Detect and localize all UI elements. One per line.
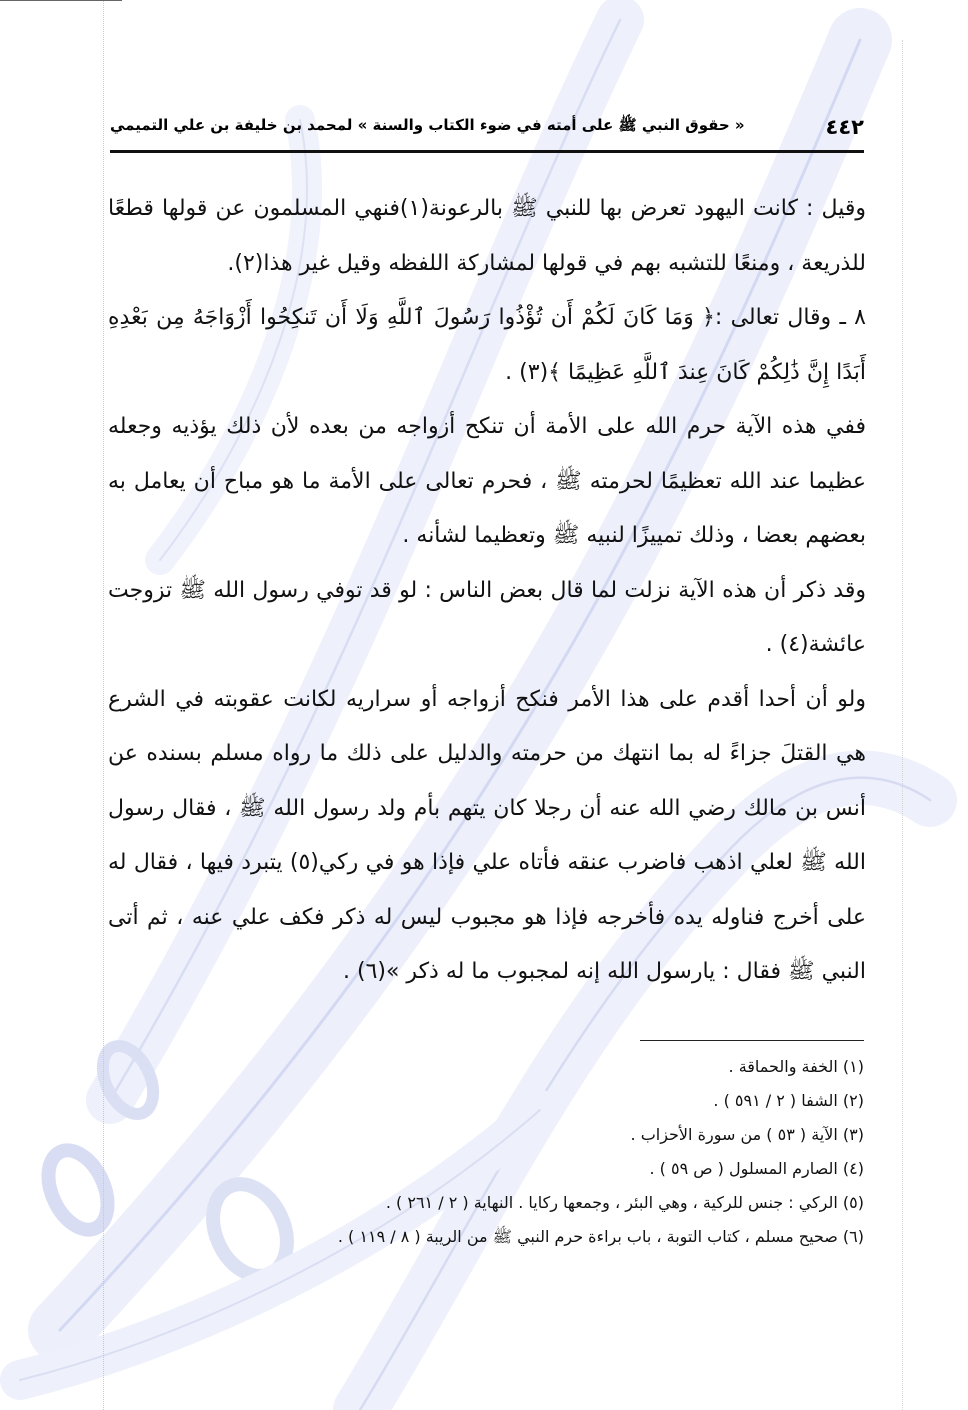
right-margin-guide xyxy=(902,40,903,1410)
paragraph: ٨ ـ وقال تعالى :﴿ وَمَا كَانَ لَكُمْ أَن تُؤْذُوا رَسُولَ ٱللَّهِ وَلَا أَن تَنكِحُوا أَزْوَاجَهُ مِن بَعْدِهِ أَبَدًا إِنَّ ذَٰلِكُمْ كَانَ عِندَ ٱللَّهِ عَظِيمًا ﴾(٣) . xyxy=(108,305,866,385)
footnote-6: (٦) صحيح مسلم ، كتاب التوبة ، باب براءة حرم النبي ﷺ من الريبة ( ٨ / ١١٩ ) . xyxy=(337,1227,864,1246)
footnote-2: (٢) الشفا ( ٢ / ٥٩١ ) . xyxy=(713,1091,864,1110)
footnote-1: (١) الخفة والحماقة . xyxy=(728,1057,864,1076)
header-rule xyxy=(110,150,864,153)
running-header xyxy=(110,112,864,142)
top-crop-rule xyxy=(0,0,122,1)
running-title: « حقوق النبي ﷺ على أمته في ضوء الكتاب والسنة » لمحمد بن خليفة بن علي التميمي xyxy=(110,116,745,134)
paragraph: ولو أن أحدا أقدم على هذا الأمر فنكح أزواجه أو سراريه لكانت عقوبته في الشرع هي القتلَ جزاءً له بما انتهك من حرمته والدليل على ذلك ما رواه مسلم بسنده عن أنس بن مالك رضي الله عنه أن رجلا كان يتهم بأم ولد رسول الله ﷺ ، فقال رسول الله ﷺ لعلي اذهب فاضرب عنقه فأتاه علي فإذا هو في ركي(٥) يتبرد فيها ، فقال له على أخرج فناوله يده فأخرجه فإذا هو مجبوب ليس له ذكر فكف علي عنه ، ثم أتى النبي ﷺ فقال : يارسول الله إنه لمجبوب ما له ذكر »(٦) . xyxy=(108,686,866,984)
paragraph: وقد ذكر أن هذه الآية نزلت لما قال بعض الناس : لو قد توفي رسول الله ﷺ تزوجت عائشة(٤) . xyxy=(108,577,866,657)
footnote-4: (٤) الصارم المسلول ( ص ٥٩ ) . xyxy=(649,1159,864,1178)
footnote-separator xyxy=(640,1040,864,1041)
footnote-5: (٥) الركي : جنس للركية ، وهي البئر ، وجمعها ركايا . النهاية ( ٢ / ٢٦١ ) . xyxy=(385,1193,864,1212)
left-margin-guide xyxy=(103,0,104,1410)
page-number: ٤٤٢ xyxy=(825,115,864,139)
main-text xyxy=(108,182,866,1000)
footnote-3: (٣) الآية ( ٥٣ ) من سورة الأحزاب . xyxy=(630,1125,864,1144)
paragraph: وقيل : كانت اليهود تعرض بها للنبي ﷺ بالرعونة(١)فنهي المسلمون عن قولها قطعًا للذريعة ، ومنعًا للتشبه بهم في قولها لمشاركة اللفظه وقيل غير هذا(٢). xyxy=(108,196,866,276)
footnotes xyxy=(140,1050,864,1254)
paragraph: ففي هذه الآية حرم الله على الأمة أن تنكح أزواجه من بعده لأن ذلك يؤذيه وجعله عظيما عند الله تعظيمًا لحرمته ﷺ ، فحرم تعالى على الأمة ما هو مباح أن يعامل به بعضهم بعضا ، وذلك تمييزًا لنبيه ﷺ وتعظيما لشأنه . xyxy=(108,414,866,548)
